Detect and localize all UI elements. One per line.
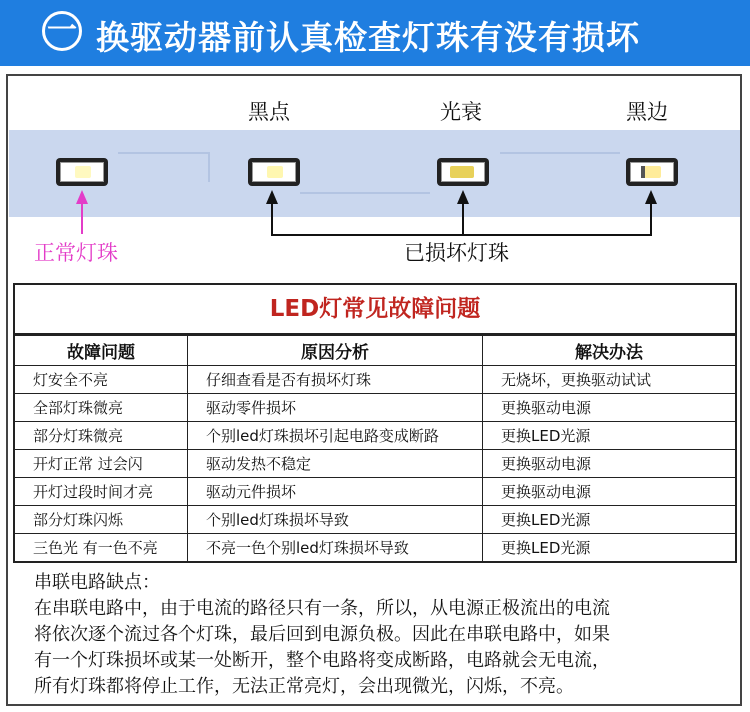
cell-cause: 个别led灯珠损坏导致: [188, 506, 483, 534]
led-black-edge: [626, 158, 678, 186]
banner-title: 换驱动器前认真检查灯珠有没有损坏: [96, 18, 640, 57]
led-normal: [56, 158, 108, 186]
arrow-line: [462, 202, 464, 235]
led-black-dot: [248, 158, 300, 186]
cell-cause: 驱动发热不稳定: [188, 450, 483, 478]
notes-line: 在串联电路中，由于电流的路径只有一条，所以，从电源正极流出的电流: [34, 598, 610, 619]
fault-table: [13, 283, 737, 563]
cell-cause: 不亮一色个别led灯珠损坏导致: [188, 534, 483, 562]
cell-solution: 无烧坏，更换驱动试试: [483, 366, 736, 394]
label-broken-led: 已损坏灯珠: [404, 241, 509, 265]
cell-solution: 更换LED光源: [483, 506, 736, 534]
header-cause: 原因分析: [188, 336, 483, 366]
cell-fault: 部分灯珠微亮: [15, 422, 188, 450]
cell-fault: 开灯正常 过会闪: [15, 450, 188, 478]
header-solution: 解决办法: [483, 336, 736, 366]
series-circuit-notes: [34, 570, 724, 700]
cell-solution: 更换驱动电源: [483, 478, 736, 506]
notes-heading: 串联电路缺点：: [34, 572, 160, 593]
cell-fault: 开灯过段时间才亮: [15, 478, 188, 506]
bracket-line: [271, 234, 652, 236]
cell-solution: 更换LED光源: [483, 422, 736, 450]
circuit-trace: [118, 152, 210, 154]
cell-fault: 三色光 有一色不亮: [15, 534, 188, 562]
table-row: [15, 506, 735, 534]
label-light-decay: 光衰: [440, 100, 482, 124]
table-row: [15, 366, 735, 394]
circuit-trace: [208, 152, 210, 182]
label-black-edge: 黑边: [626, 100, 668, 124]
cell-fault: 全部灯珠微亮: [15, 394, 188, 422]
table-row: [15, 450, 735, 478]
circuit-trace: [300, 192, 430, 194]
cell-solution: 更换驱动电源: [483, 450, 736, 478]
table-row: [15, 394, 735, 422]
cell-cause: 个别led灯珠损坏引起电路变成断路: [188, 422, 483, 450]
section-number-badge: 一: [42, 11, 82, 51]
cell-solution: 更换驱动电源: [483, 394, 736, 422]
arrow-line: [81, 202, 83, 234]
table-row: [15, 422, 735, 450]
table-row: [15, 534, 735, 562]
table-header-row: [15, 336, 735, 366]
arrow-line: [650, 202, 652, 235]
cell-cause: 驱动零件损坏: [188, 394, 483, 422]
notes-line: 所有灯珠都将停止工作，无法正常亮灯，会出现微光，闪烁，不亮。: [34, 676, 574, 697]
cell-solution: 更换LED光源: [483, 534, 736, 562]
cell-cause: 驱动元件损坏: [188, 478, 483, 506]
arrow-line: [271, 202, 273, 235]
notes-line: 将依次逐个流过各个灯珠，最后回到电源负极。因此在串联电路中，如果: [34, 624, 610, 645]
circuit-trace: [500, 152, 620, 154]
label-normal-led: 正常灯珠: [34, 241, 118, 265]
title-banner: [0, 0, 750, 66]
cell-fault: 灯安全不亮: [15, 366, 188, 394]
led-light-decay: [437, 158, 489, 186]
label-black-dot: 黑点: [248, 100, 290, 124]
cell-cause: 仔细查看是否有损坏灯珠: [188, 366, 483, 394]
table-title: LED灯常见故障问题: [15, 285, 735, 335]
fault-grid: [15, 335, 735, 561]
cell-fault: 部分灯珠闪烁: [15, 506, 188, 534]
table-row: [15, 478, 735, 506]
notes-line: 有一个灯珠损坏或某一处断开，整个电路将变成断路，电路就会无电流，: [34, 650, 610, 671]
header-fault: 故障问题: [15, 336, 188, 366]
